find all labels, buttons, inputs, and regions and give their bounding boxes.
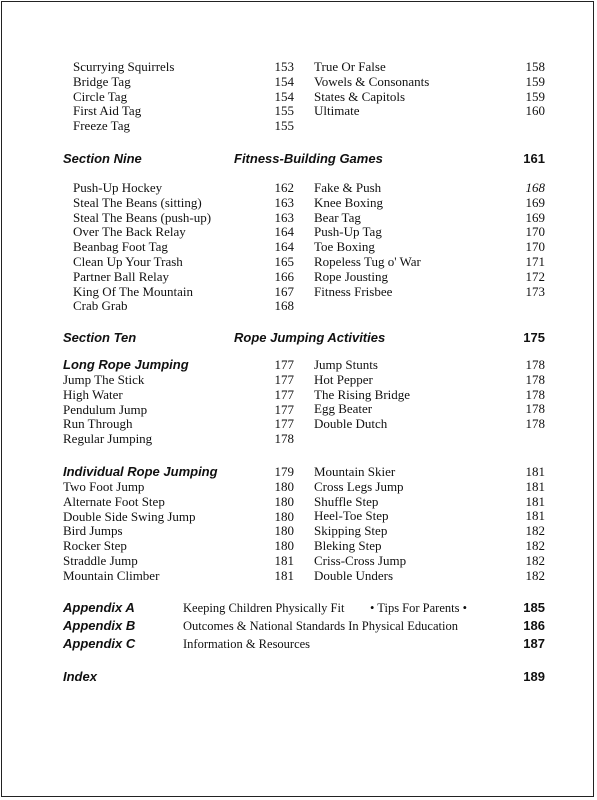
subsection-page: 177 [274,357,294,372]
entry-page: 180 [274,538,294,554]
entry-title: Steal The Beans (sitting) [73,194,202,210]
entry-title: Straddle Jump [63,553,138,568]
entry-title: Push-Up Tag [314,224,382,240]
entry-title: Partner Ball Relay [73,268,170,284]
entry-page: 180 [274,493,294,509]
entry-title: Crab Grab [73,298,128,314]
entry-page: 158 [525,59,545,74]
entry-title: Ropeless Tug o' War [314,254,421,269]
section-title: Fitness-Building Games [234,151,383,166]
subsection-heading: Individual Rope Jumping [63,464,218,479]
entry-title: Jump Stunts [314,357,378,372]
entry-title: Skipping Step [314,523,388,539]
entry-page: 162 [274,180,294,195]
entry-title: Toe Boxing [314,239,375,255]
entry-title: Criss-Cross Jump [314,552,407,568]
entry-page: 177 [274,401,294,417]
appendix-label: Appendix B [63,618,136,633]
entry-title: Fitness Frisbee [314,283,393,299]
entry-title: Bridge Tag [73,73,131,89]
entry-title: Bleking Step [314,538,382,553]
appendix-title: Outcomes & National Standards In Physical Education [183,619,458,633]
entry-title: Over The Back Relay [73,224,186,240]
entry-title: Rope Jousting [314,268,389,284]
entry-page: 182 [525,552,545,568]
entry-title: Fake & Push [314,180,382,195]
entry-page: 163 [274,194,294,210]
entry-title: Push-Up Hockey [73,180,163,195]
section-title: Rope Jumping Activities [234,330,386,345]
entry-page: 159 [525,88,545,104]
entry-title: Clean Up Your Trash [73,254,183,269]
entry-page: 181 [274,567,294,583]
appendix-label: Appendix A [63,600,135,615]
appendix-page: 186 [523,618,545,633]
entry-title: Double Side Swing Jump [63,508,196,524]
entry-title: Hot Pepper [314,371,373,387]
entry-title: Double Dutch [314,416,388,432]
entry-page: 177 [274,386,294,402]
entry-title: Rocker Step [63,538,127,554]
entry-title: Beanbag Foot Tag [73,239,168,255]
entry-page: 178 [274,431,294,447]
entry-page: 154 [274,73,294,89]
entry-page: 177 [274,416,294,432]
entry-title: Shuffle Step [314,493,379,509]
entry-page: 155 [274,103,294,119]
entry-page: 163 [274,209,294,225]
entry-page: 159 [525,73,545,89]
entry-title: Pendulum Jump [63,401,148,417]
entry-page: 153 [274,59,294,74]
entry-title: Cross Legs Jump [314,478,404,494]
entry-page: 178 [525,416,545,432]
entry-page: 181 [525,478,545,494]
entry-page: 178 [525,371,545,387]
entry-title: Freeze Tag [73,118,130,134]
entry-page: 166 [274,268,294,284]
entry-page: 180 [274,508,294,524]
entry-title: Run Through [63,416,133,432]
appendix-title: Keeping Children Physically Fit [183,601,345,615]
entry-page: 165 [274,254,294,269]
entry-title: Two Foot Jump [63,479,145,494]
entry-page: 181 [525,508,545,524]
entry-title: States & Capitols [314,88,405,104]
subsection-heading: Long Rope Jumping [63,357,189,372]
entry-title: Steal The Beans (push-up) [73,209,212,225]
entry-page: 167 [274,283,294,299]
entry-page: 172 [525,268,545,284]
entry-title: Heel-Toe Step [314,508,389,524]
appendix-title: Information & Resources [183,637,311,651]
index-label: Index [63,669,97,684]
section-page: 175 [523,330,545,345]
entry-title: Scurrying Squirrels [73,59,175,74]
entry-page: 182 [525,523,545,539]
entry-page: 155 [274,118,294,134]
entry-page: 169 [525,194,545,210]
entry-page: 169 [525,209,545,225]
section-page: 161 [523,151,545,166]
entry-page: 164 [274,224,294,240]
appendix-label: Appendix C [63,636,136,651]
entry-title: Jump The Stick [63,372,145,387]
entry-page: 164 [274,239,294,255]
appendix-page: 185 [523,600,545,615]
entry-title: Bird Jumps [63,523,123,539]
entry-title: Mountain Climber [63,567,160,583]
entry-title: True Or False [314,59,386,74]
entry-page: 180 [274,523,294,539]
entry-page: 154 [274,88,294,104]
entry-page: 177 [274,372,294,387]
entry-title: Knee Boxing [314,194,383,210]
appendix-extra: • Tips For Parents • [370,601,467,615]
entry-page: 168 [274,298,294,314]
entry-page: 171 [525,254,545,269]
entry-title: Egg Beater [314,401,373,417]
entry-title: Ultimate [314,103,360,119]
entry-page: 173 [525,283,545,299]
entry-title: Circle Tag [73,88,128,104]
section-label: Section Ten [63,330,137,345]
entry-page: 178 [525,357,545,372]
entry-title: High Water [63,386,123,402]
entry-page: 170 [525,224,545,240]
entry-page: 182 [525,538,545,553]
entry-page: 168 [525,180,545,195]
entry-title: The Rising Bridge [314,386,411,402]
index-page: 189 [523,669,545,684]
entry-page: 182 [525,567,545,583]
entry-title: Bear Tag [314,209,361,225]
entry-title: Vowels & Consonants [314,73,430,89]
entry-page: 181 [525,464,545,479]
entry-page: 170 [525,239,545,255]
entry-title: Regular Jumping [63,431,153,447]
entry-title: Alternate Foot Step [63,493,165,509]
entry-title: King Of The Mountain [73,283,193,299]
entry-page: 160 [525,103,545,119]
entry-page: 178 [525,386,545,402]
entry-page: 181 [274,553,294,568]
subsection-page: 179 [274,464,294,479]
entry-title: Mountain Skier [314,464,396,479]
appendix-page: 187 [523,636,545,651]
entry-title: First Aid Tag [73,103,142,119]
section-label: Section Nine [63,151,142,166]
entry-page: 180 [274,479,294,494]
entry-title: Double Unders [314,567,394,583]
entry-page: 178 [525,401,545,417]
entry-page: 181 [525,493,545,509]
